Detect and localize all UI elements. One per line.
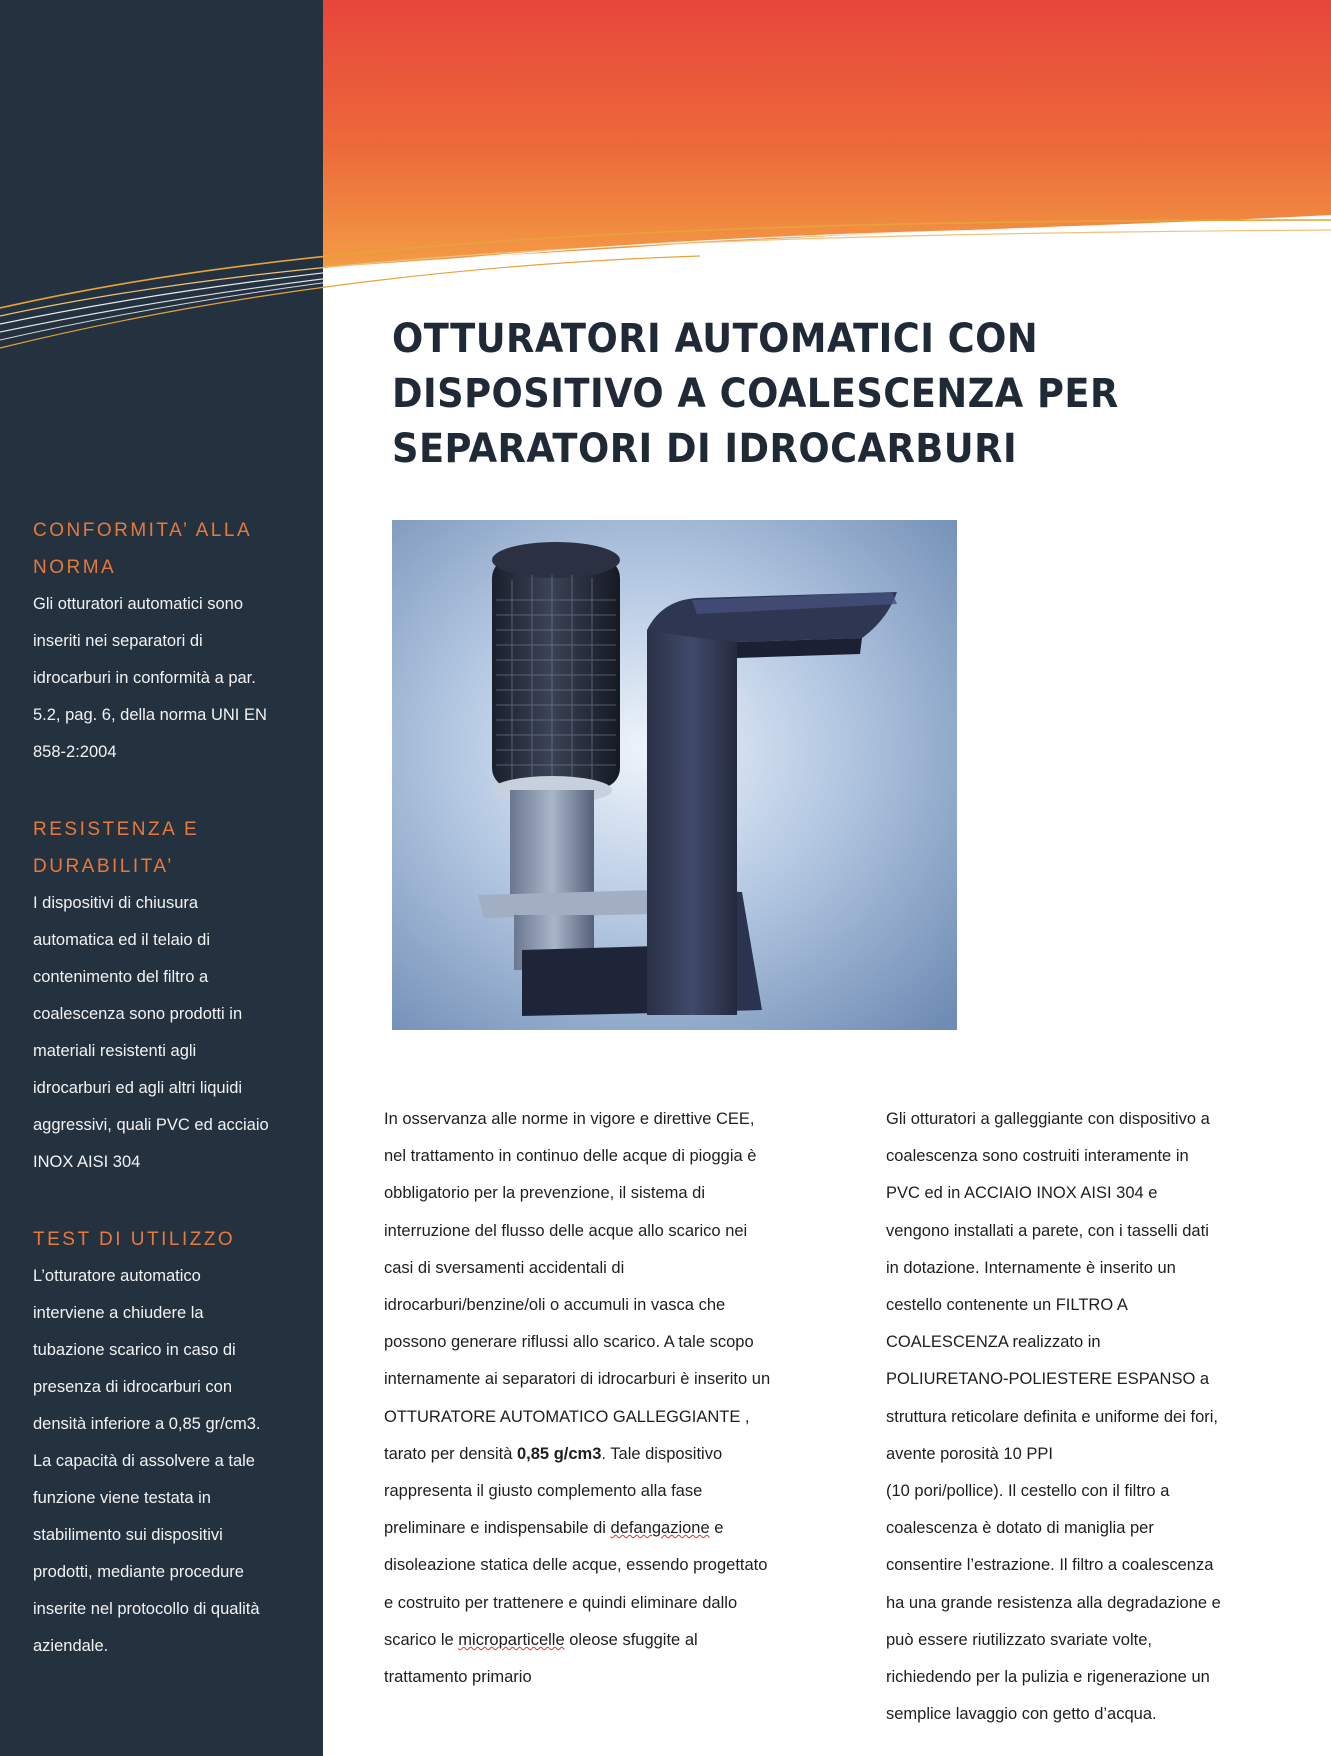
heading-line: DURABILITA’ (33, 856, 174, 877)
text-line: consentire l’estrazione. Il filtro a coalescenza (886, 1556, 1214, 1575)
text-line: aggressivi, quali PVC ed acciaio (33, 1116, 269, 1134)
text-line: obbligatorio per la prevenzione, il sistema di (384, 1184, 706, 1203)
density-value: 0,85 g/cm3 (517, 1444, 602, 1463)
page-title (392, 312, 1220, 477)
heading-line: RESISTENZA E (33, 819, 200, 840)
text-line: in dotazione. Internamente è inserito un (886, 1258, 1176, 1277)
section-text (33, 885, 298, 1181)
text-fragment: e (709, 1519, 724, 1538)
text-line: coalescenza sono prodotti in (33, 1005, 243, 1023)
text-line: densità inferiore a 0,85 gr/cm3. (33, 1415, 261, 1433)
body-left-column (384, 1101, 814, 1696)
text-line: e costruito per trattenere e quindi eliminare dallo (384, 1593, 738, 1612)
text-line: 5.2, pag. 6, della norma UNI EN (33, 706, 267, 724)
spellcheck-word: defangazione (610, 1519, 710, 1538)
text-line: inserite nel protocollo di qualità (33, 1600, 260, 1618)
text-line: semplice lavaggio con getto d’acqua. (886, 1705, 1157, 1724)
text-fragment: scarico le (384, 1630, 459, 1649)
text-line: idrocarburi ed agli altri liquidi (33, 1079, 243, 1097)
text-line: casi di sversamenti accidentali di (384, 1258, 625, 1277)
text-line: può essere riutilizzato svariate volte, (886, 1630, 1152, 1649)
text-line: Gli otturatori a galleggiante con dispositivo a (886, 1110, 1210, 1128)
text-line: coalescenza è dotato di maniglia per (886, 1519, 1154, 1538)
text-line: richiedendo per la pulizia e rigenerazione un (886, 1668, 1210, 1687)
section-text (33, 586, 298, 771)
text-line: aziendale. (33, 1637, 109, 1655)
heading-line: NORMA (33, 557, 117, 578)
text-line: 858-2:2004 (33, 743, 117, 761)
title-line: OTTURATORI AUTOMATICI CON (392, 316, 1039, 362)
heading-line: CONFORMITA’ ALLA (33, 520, 253, 541)
section-heading (33, 811, 298, 885)
heading-line: TEST DI UTILIZZO (33, 1229, 236, 1250)
text-line: possono generare riflussi allo scarico. A tale scopo (384, 1333, 754, 1352)
text-line: COALESCENZA realizzato in (886, 1333, 1101, 1352)
text-line (384, 1436, 814, 1473)
text-line: tubazione scarico in caso di (33, 1341, 236, 1359)
text-line: I dispositivi di chiusura (33, 894, 199, 912)
text-line: inseriti nei separatori di (33, 632, 203, 650)
text-line: vengono installati a parete, con i tasselli dati (886, 1221, 1209, 1240)
text-line: ha una grande resistenza alla degradazione e (886, 1593, 1221, 1612)
section-heading (33, 1221, 298, 1258)
text-fragment: preliminare e indispensabile di (384, 1519, 611, 1538)
body-right-column (886, 1101, 1326, 1733)
text-line (384, 1622, 814, 1659)
text-line: struttura reticolare definita e uniforme dei fori, (886, 1407, 1218, 1426)
section-text (33, 1258, 298, 1665)
text-line: POLIURETANO-POLIESTERE ESPANSO a (886, 1370, 1210, 1389)
text-line: funzione viene testata in (33, 1489, 211, 1507)
text-line: PVC ed in ACCIAIO INOX AISI 304 e (886, 1184, 1158, 1203)
text-line: L’otturatore automatico (33, 1267, 201, 1285)
text-line: (10 pori/pollice). Il cestello con il filtro a (886, 1482, 1170, 1501)
title-line: DISPOSITIVO A COALESCENZA PER (392, 371, 1119, 417)
text-line: INOX AISI 304 (33, 1153, 141, 1171)
text-line: avente porosità 10 PPI (886, 1444, 1053, 1463)
text-line: Gli otturatori automatici sono (33, 595, 244, 613)
text-line: trattamento primario (384, 1668, 532, 1687)
text-line: contenimento del filtro a (33, 968, 209, 986)
text-line: rappresenta il giusto complemento alla fase (384, 1482, 703, 1501)
text-line: OTTURATORE AUTOMATICO GALLEGGIANTE , (384, 1407, 750, 1426)
text-line: interruzione del flusso delle acque allo scarico nei (384, 1221, 748, 1240)
text-line: nel trattamento in continuo delle acque di pioggia è (384, 1147, 757, 1166)
section-heading (33, 512, 298, 586)
text-fragment: . Tale dispositivo (601, 1444, 723, 1463)
text-line: disoleazione statica delle acque, essendo progettato (384, 1556, 768, 1575)
text-line: materiali resistenti agli (33, 1042, 197, 1060)
text-line (384, 1510, 814, 1547)
text-fragment: oleose sfuggite al (564, 1630, 698, 1649)
text-line: coalescenza sono costruiti interamente in (886, 1147, 1189, 1166)
text-line: prodotti, mediante procedure (33, 1563, 244, 1581)
sidebar-section-resistenza (33, 811, 298, 1181)
text-line: La capacità di assolvere a tale (33, 1452, 255, 1470)
text-fragment: tarato per densità (384, 1444, 517, 1463)
sidebar-section-conformita (33, 512, 298, 771)
text-line: presenza di idrocarburi con (33, 1378, 233, 1396)
product-photo (392, 520, 957, 1030)
text-line: idrocarburi/benzine/oli o accumuli in vasca che (384, 1296, 726, 1315)
text-line: internamente ai separatori di idrocarburi è inserito un (384, 1370, 771, 1389)
title-line: SEPARATORI DI IDROCARBURI (392, 426, 1018, 472)
text-line: In osservanza alle norme in vigore e direttive CEE, (384, 1110, 755, 1128)
spellcheck-word: microparticelle (458, 1630, 565, 1649)
text-line: automatica ed il telaio di (33, 931, 211, 949)
text-line: interviene a chiudere la (33, 1304, 204, 1322)
text-line: stabilimento sui dispositivi (33, 1526, 223, 1544)
text-line: idrocarburi in conformità a par. (33, 669, 256, 687)
text-line: cestello contenente un FILTRO A (886, 1296, 1128, 1315)
sidebar-section-test (33, 1221, 298, 1665)
